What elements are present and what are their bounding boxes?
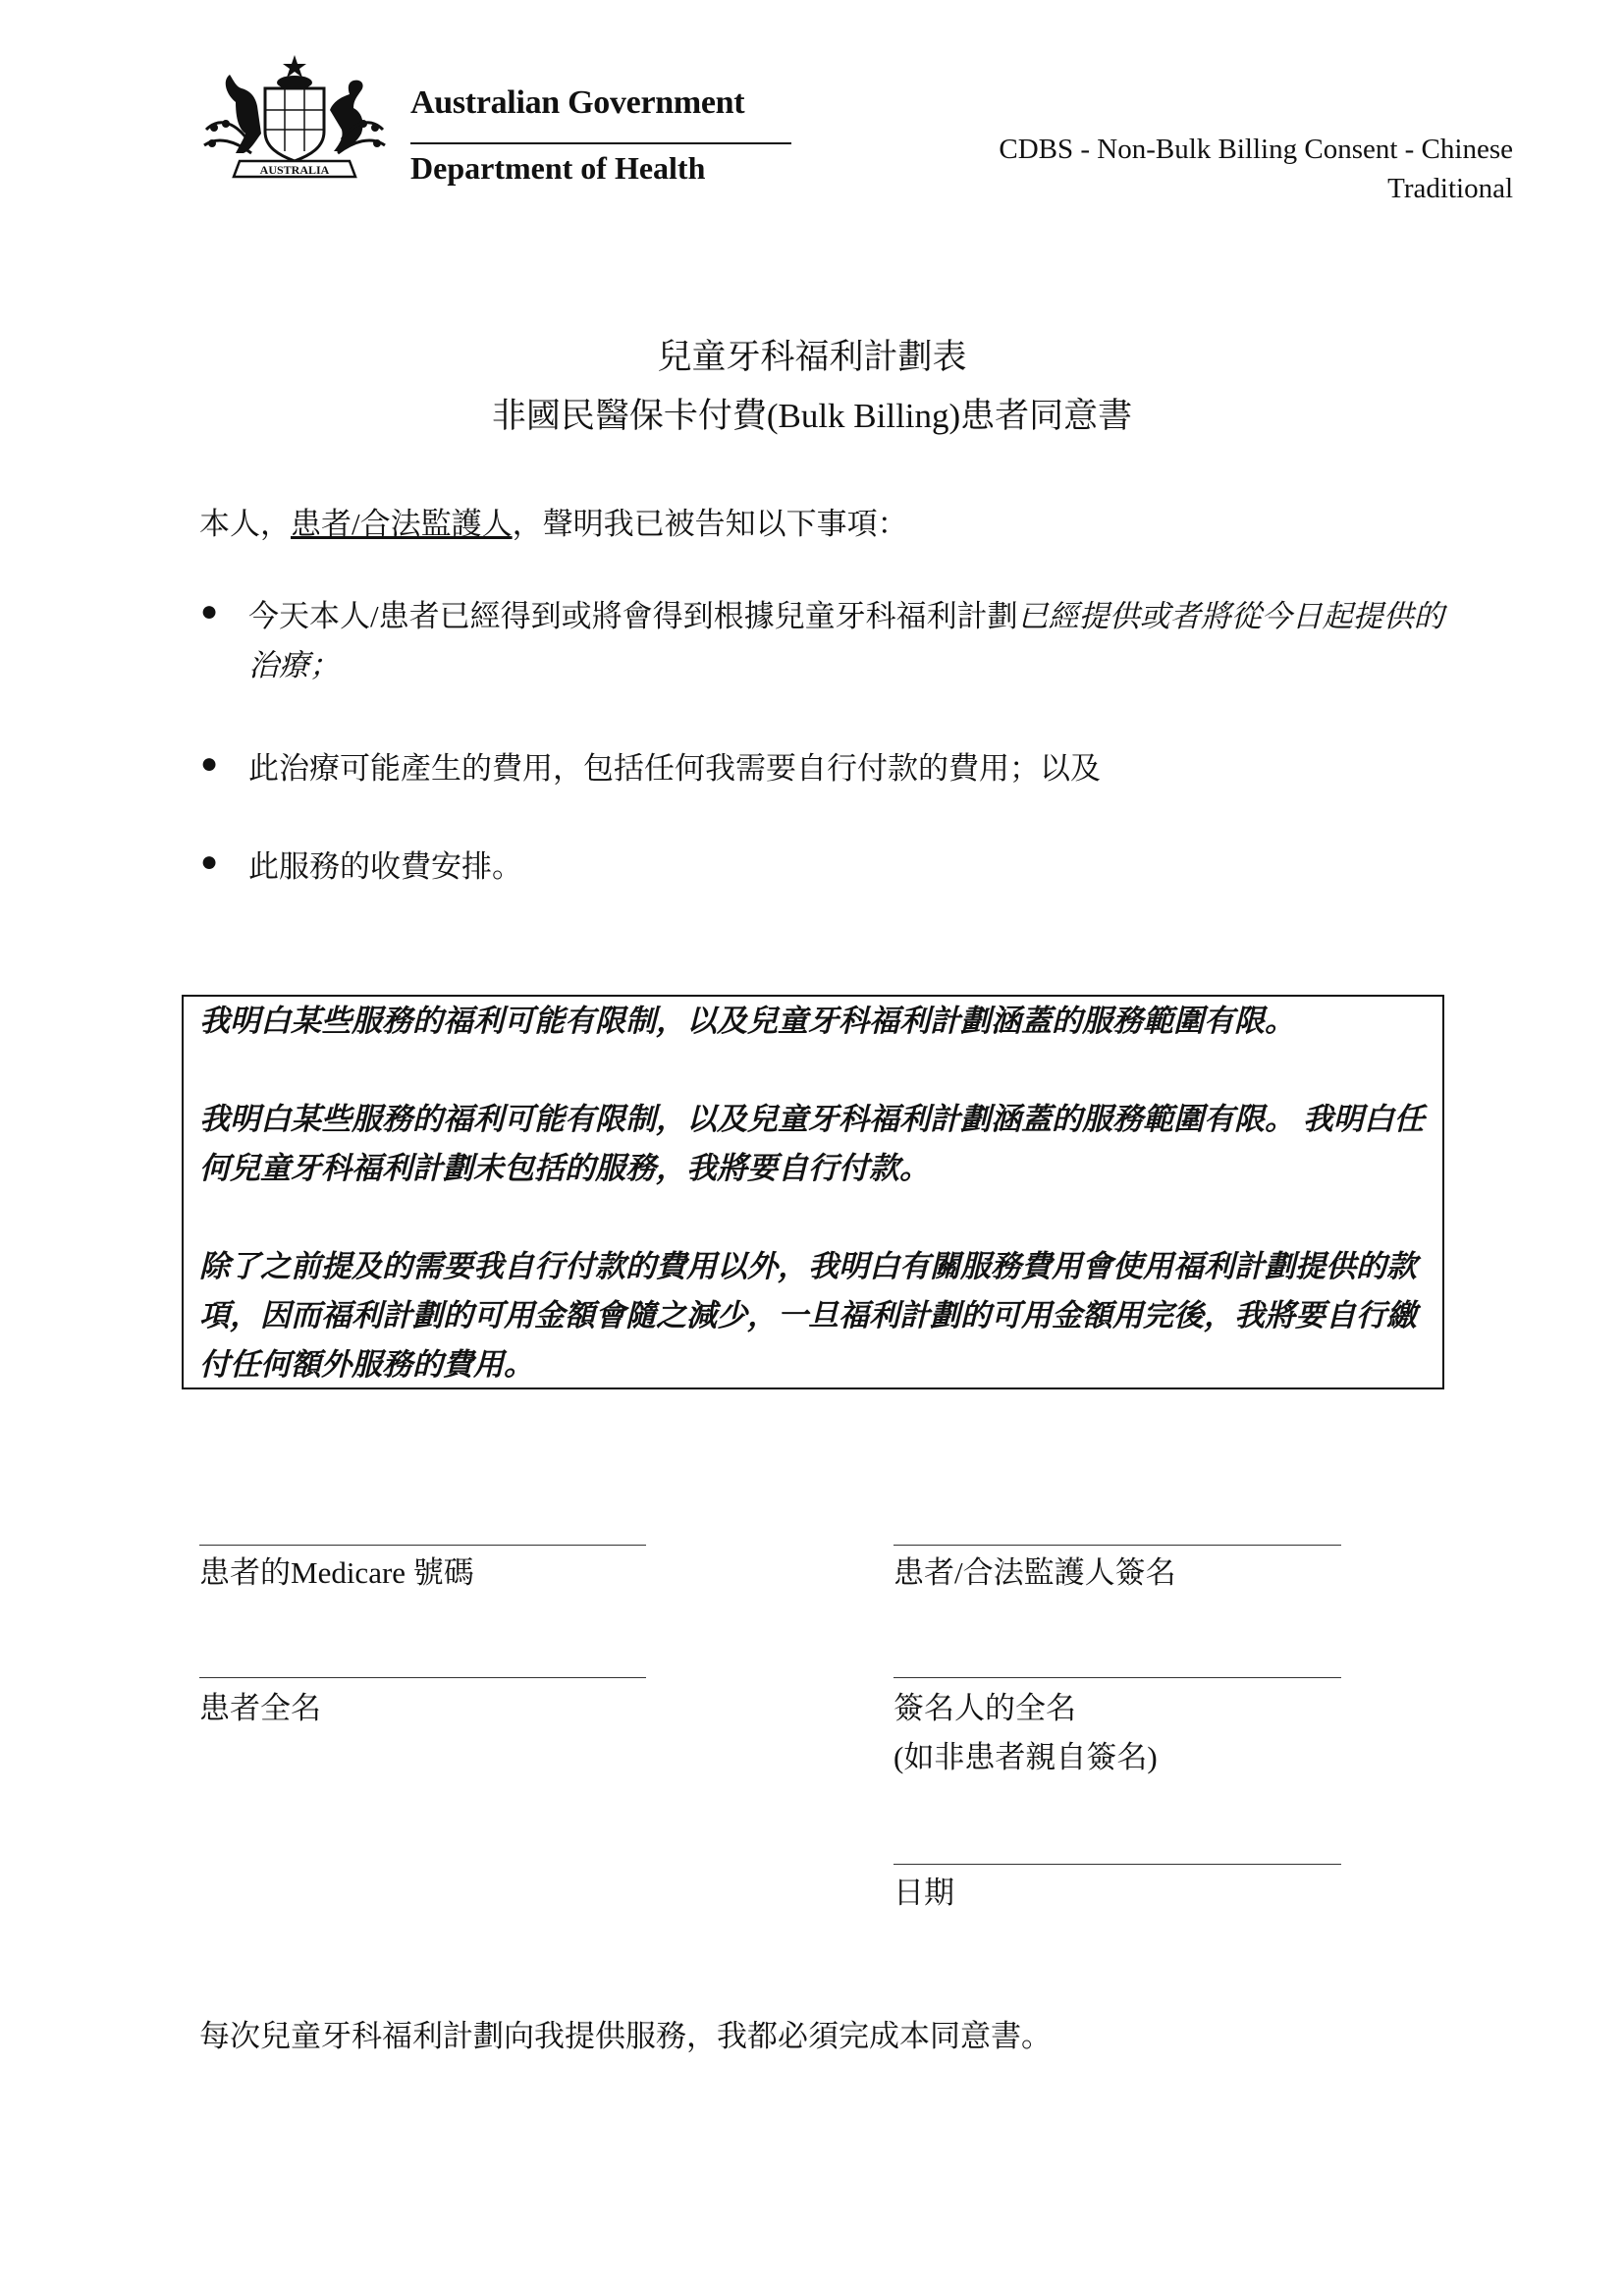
intro-suffix: ，聲明我已被告知以下事項： [512,507,908,541]
medicare-number-field[interactable] [199,1545,646,1546]
signer-full-name-field[interactable] [893,1677,1341,1678]
form-code [999,130,1513,208]
bullet-item-treatment-italic: 已經提供或者將從今日起提供的治療； [248,599,1444,682]
signer-full-name-note: (如非患者親自簽名) [893,1740,1158,1774]
medicare-number-label: 患者的Medicare 號碼 [199,1555,474,1590]
department-name: Department of Health [410,150,706,186]
form-code-line-1: CDBS - Non-Bulk Billing Consent - Chinese [999,134,1513,165]
government-name: Australian Government [410,84,745,121]
acknowledgement-para-1: 我明白某些服務的福利可能有限制，以及兒童牙科福利計劃涵蓋的服務範圍有限。 [199,1004,1295,1038]
patient-full-name-label: 患者全名 [199,1691,321,1725]
coat-of-arms-logo [196,51,393,196]
bullet-item-billing: 此服務的收費安排。 [248,849,522,884]
intro-prefix: 本人， [199,507,291,541]
date-label: 日期 [893,1876,954,1910]
bullet-icon: ● [200,747,219,780]
intro-patient-guardian: 患者/合法監護人 [291,507,513,541]
bullet-icon: ● [200,595,219,627]
signature-label: 患者/合法監護人簽名 [893,1555,1176,1590]
acknowledgement-para-2: 我明白某些服務的福利可能有限制，以及兒童牙科福利計劃涵蓋的服務範圍有限。 我明白任何兒童牙科福利計劃未包括的服務，我將要自行付款。 [199,1102,1425,1185]
form-code-line-2: Traditional [1387,173,1513,204]
footer-note: 每次兒童牙科福利計劃向我提供服務，我都必須完成本同意書。 [199,2019,1052,2053]
bullet-item-treatment [248,592,1451,690]
bullet-item-costs: 此治療可能產生的費用，包括任何我需要自行付款的費用；以及 [248,751,1101,786]
patient-full-name-field[interactable] [199,1677,646,1678]
bullet-item-treatment-text: 今天本人/患者已經得到或將會得到根據兒童牙科福利計劃 [248,599,1018,633]
bullet-icon: ● [200,845,219,878]
signature-field[interactable] [893,1545,1341,1546]
date-field[interactable] [893,1864,1341,1865]
acknowledgement-para-3: 除了之前提及的需要我自行付款的費用以外，我明白有關服務費用會使用福利計劃提供的款項，因而福利計劃的可用金額會隨之減少，一旦福利計劃的可用金額用完後，我將要自行繳付任何額外服務的費用。 [199,1249,1417,1382]
form-subtitle: 非國民醫保卡付費(Bulk Billing)患者同意書 [491,397,1133,435]
crest-motto: AUSTRALIA [259,163,330,177]
form-title: 兒童牙科福利計劃表 [657,338,967,376]
declaration-intro [199,499,908,543]
signer-full-name-label: 簽名人的全名 [893,1691,1076,1725]
header-divider [410,142,791,144]
